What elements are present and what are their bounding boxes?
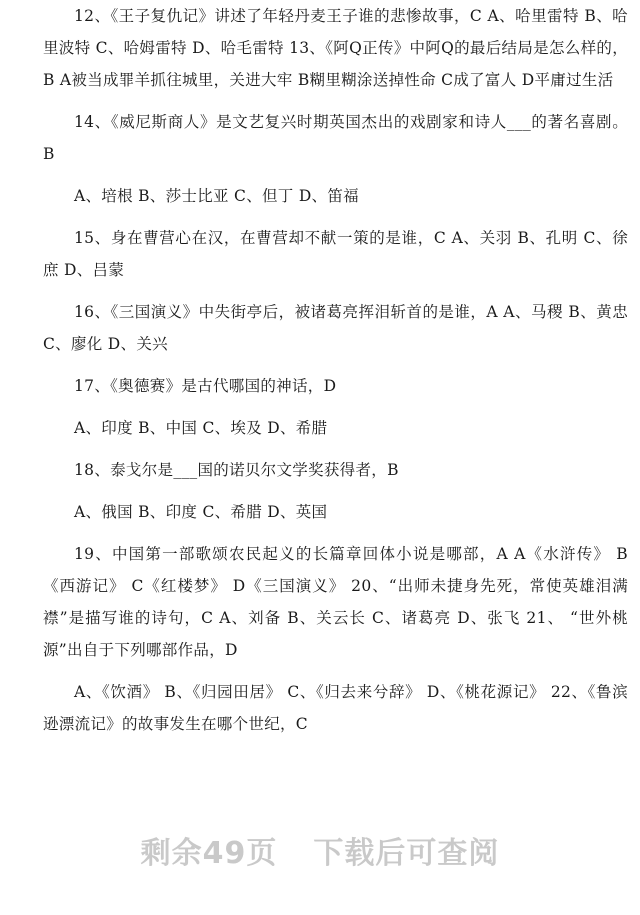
paragraph-q17-options: A、印度 B、中国 C、埃及 D、希腊	[74, 419, 328, 437]
remaining-pages-label: 剩余49页	[140, 836, 278, 871]
paragraph-q15: 15、身在曹营心在汉，在曹营却不献一策的是谁，C A、关羽 B、孔明 C、徐庶 D、吕蒙	[43, 229, 628, 279]
paragraph-q18: 18、泰戈尔是___国的诺贝尔文学奖获得者，B	[74, 461, 399, 479]
document-body	[43, 0, 628, 740]
paragraph-q19-21: 19、中国第一部歌颂农民起义的长篇章回体小说是哪部，A A《水浒传》 B《西游记》 C《红楼梦》 D《三国演义》 20、“出师未捷身先死，常使英雄泪满襟”是描写谁的诗句，C A、刘备 B、关云长 C、诸葛亮 D、张飞 21、 “世外桃源”出自于下列哪部作品，D	[43, 545, 628, 659]
paragraph-q18-options: A、俄国 B、印度 C、希腊 D、英国	[74, 503, 328, 521]
paragraph-q17: 17、《奥德赛》是古代哪国的神话，D	[74, 377, 337, 395]
paragraph-q16: 16、《三国演义》中失街亭后，被诸葛亮挥泪斩首的是谁，A A、马稷 B、黄忠 C、廖化 D、关兴	[43, 303, 628, 353]
download-prompt-banner[interactable]	[0, 828, 640, 878]
paragraph-q14: 14、《威尼斯商人》是文艺复兴时期英国杰出的戏剧家和诗人___的著名喜剧。 B	[43, 113, 628, 163]
download-to-view-label: 下载后可查阅	[313, 836, 500, 871]
paragraph-q14-options: A、培根 B、莎士比亚 C、但丁 D、笛福	[74, 187, 359, 205]
paragraph-q21-22: A、《饮酒》 B、《归园田居》 C、《归去来兮辞》 D、《桃花源记》 22、《鲁滨逊漂流记》的故事发生在哪个世纪，C	[43, 683, 628, 733]
paragraph-q12-13: 12、《王子复仇记》讲述了年轻丹麦王子谁的悲惨故事，C A、哈里雷特 B、哈里波特 C、哈姆雷特 D、哈毛雷特 13、《阿Q正传》中阿Q的最后结局是怎么样的，B A被当成罪羊抓往城里，关进大牢 B糊里糊涂送掉性命 C成了富人 D平庸过生活	[43, 7, 628, 89]
